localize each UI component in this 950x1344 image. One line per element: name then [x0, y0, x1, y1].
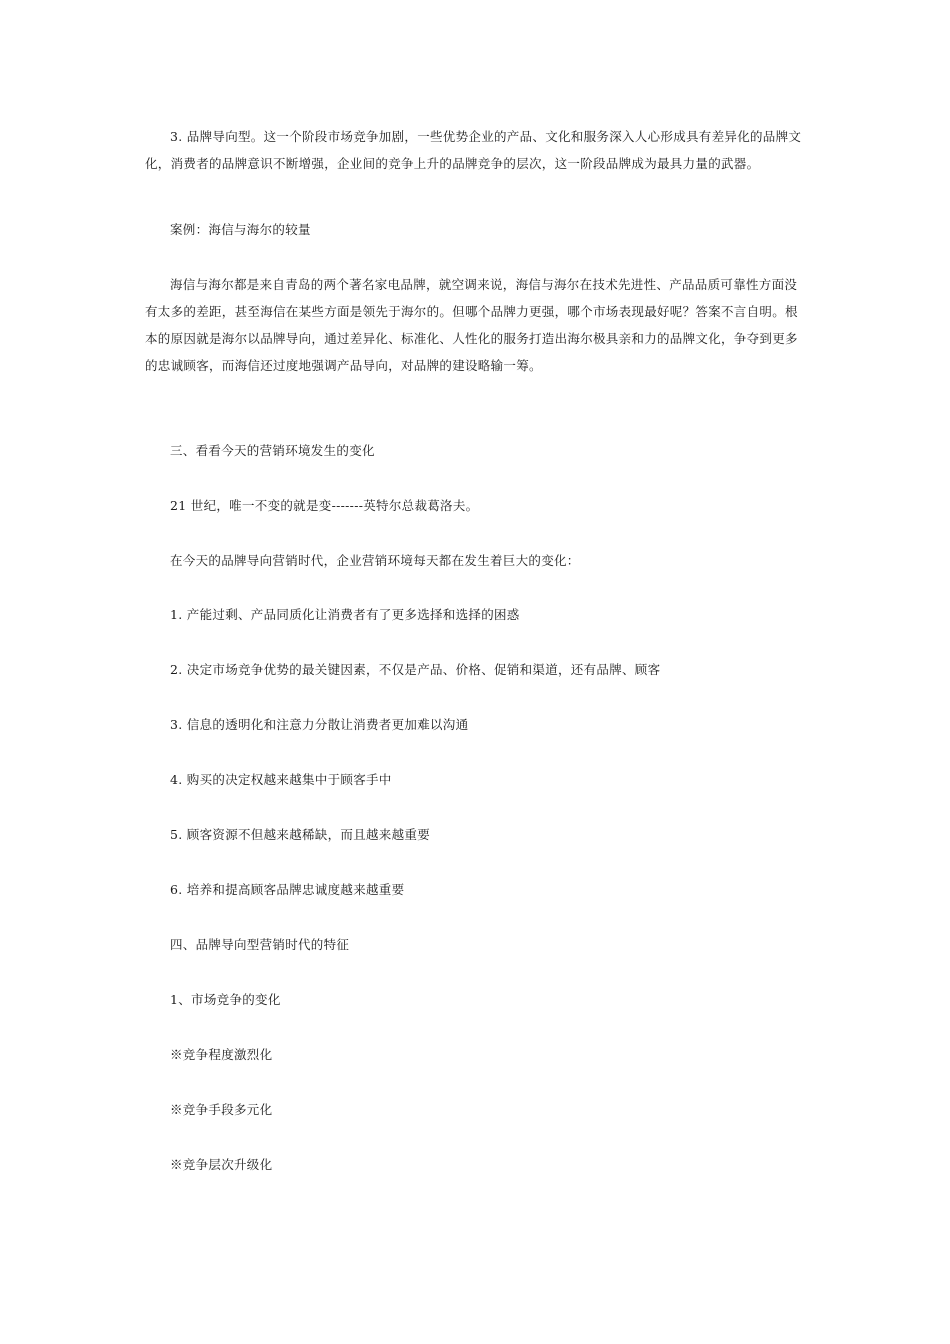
subsection-1-heading: 1、市场竞争的变化	[170, 992, 281, 1007]
intro-line: 在今天的品牌导向营销时代，企业营销环境每天都在发生着巨大的变化：	[170, 553, 580, 568]
section-3-heading: 三、看看今天的营销环境发生的变化	[170, 443, 375, 458]
list-item: 6. 培养和提高顾客品牌忠诚度越来越重要	[170, 882, 405, 897]
list-item: 5. 顾客资源不但越来越稀缺，而且越来越重要	[170, 827, 431, 842]
section-4-heading: 四、品牌导向型营销时代的特征	[170, 937, 350, 952]
list-item: 2. 决定市场竞争优势的最关键因素，不仅是产品、价格、促销和渠道，还有品牌、顾客	[170, 662, 661, 677]
case-title: 案例：海信与海尔的较量	[170, 222, 311, 237]
paragraph-hisense-haier: 海信与海尔都是来自青岛的两个著名家电品牌，就空调来说，海信与海尔在技术先进性、产品品质可靠性方面没有太多的差距，甚至海信在某些方面是领先于海尔的。但哪个品牌力更强，哪个市场表现最好呢？答案不言自明。根本的原因就是海尔以品牌导向，通过差异化、标准化、人性化的服务打造出海尔极具亲和力的品牌文化，争夺到更多的忠诚顾客，而海信还过度地强调产品导向，对品牌的建设略输一筹。	[145, 277, 798, 373]
list-item: 4. 购买的决定权越来越集中于顾客手中	[170, 772, 392, 787]
bullet-item: ※竞争手段多元化	[170, 1102, 273, 1117]
list-item: 3. 信息的透明化和注意力分散让消费者更加难以沟通	[170, 717, 469, 732]
bullet-item: ※竞争程度激烈化	[170, 1047, 273, 1062]
bullet-item: ※竞争层次升级化	[170, 1157, 273, 1172]
quote-line: 21 世纪，唯一不变的就是变-------英特尔总裁葛洛夫。	[170, 498, 479, 513]
list-item: 1. 产能过剩、产品同质化让消费者有了更多选择和选择的困惑	[170, 607, 520, 622]
paragraph-brand-oriented: 3. 品牌导向型。这一个阶段市场竞争加剧，一些优势企业的产品、文化和服务深入人心形成具有差异化的品牌文化，消费者的品牌意识不断增强，企业间的竞争上升的品牌竞争的层次，这一阶段品牌成为最具力量的武器。	[145, 129, 802, 171]
